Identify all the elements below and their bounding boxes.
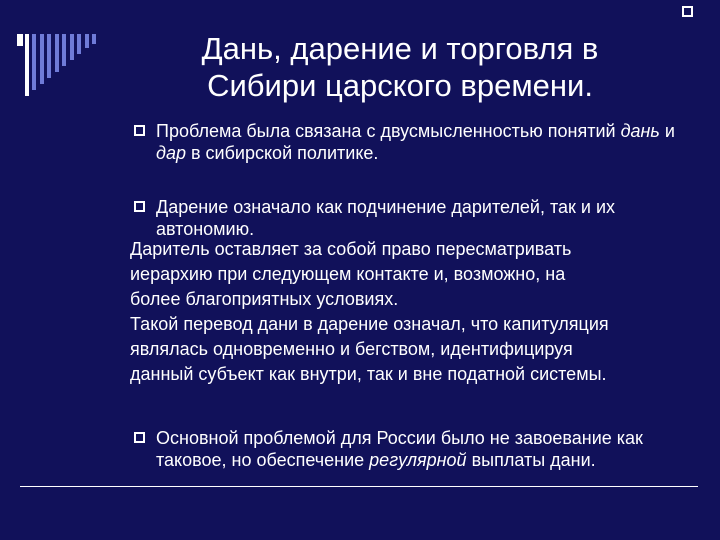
title-line-2: Сибири царского времени. [207, 68, 593, 103]
decorative-bar [25, 34, 29, 96]
bullet-1-text [156, 121, 675, 163]
decorative-bar [55, 34, 59, 72]
decorative-bar [70, 34, 74, 60]
paragraph-line: данный субъект как внутри, так и вне податной системы. [130, 364, 607, 384]
bullet-3-text-end: выплаты дани. [466, 450, 596, 470]
term-dan: дань [620, 121, 660, 141]
bullet-1-text-end: в сибирской политике. [185, 143, 379, 163]
bullet-2-text: Дарение означало как подчинение дарителей, так и их автономию. [156, 197, 616, 239]
bullet-3-text [156, 428, 643, 470]
title-line-1: Дань, дарение и торговля в [201, 31, 599, 66]
paragraph-line: иерархию при следующем контакте и, возможно, на [130, 264, 566, 284]
paragraph-line: Такой перевод дани в дарение означал, что капитуляция [130, 314, 609, 334]
term-dar: дар [156, 143, 186, 163]
slide-title [150, 30, 650, 104]
decorative-bar [62, 34, 66, 66]
decorative-bar [77, 34, 81, 54]
bullet-3-text-start: Основной проблемой для России было не завоевание как таковое, но обеспечение [156, 428, 643, 470]
bottom-divider [20, 486, 698, 487]
decorative-bar [92, 34, 96, 44]
bullet-1-text-start: Проблема была связана с двусмысленностью понятий [156, 121, 621, 141]
decorative-bar [40, 34, 44, 84]
square-bullet-icon [134, 125, 145, 136]
decorative-bar [47, 34, 51, 78]
bullet-1-text-and: и [659, 121, 675, 141]
paragraph-line: Даритель оставляет за собой право пересматривать [130, 239, 572, 259]
square-bullet-icon [134, 201, 145, 212]
decorative-bar [32, 34, 36, 90]
paragraph-line: являлась одновременно и бегством, идентифицируя [130, 339, 573, 359]
term-regular: регулярной [369, 450, 467, 470]
bullet-item-3 [130, 427, 690, 471]
square-bullet-icon [134, 432, 145, 443]
bullet-item-1 [130, 120, 690, 164]
bullet-item-2 [130, 196, 690, 240]
decorative-bar [85, 34, 89, 48]
paragraph-line: более благоприятных условиях. [130, 289, 399, 309]
decorative-bar [17, 34, 23, 46]
body-paragraph [130, 237, 609, 387]
square-bullet-icon [682, 6, 693, 17]
